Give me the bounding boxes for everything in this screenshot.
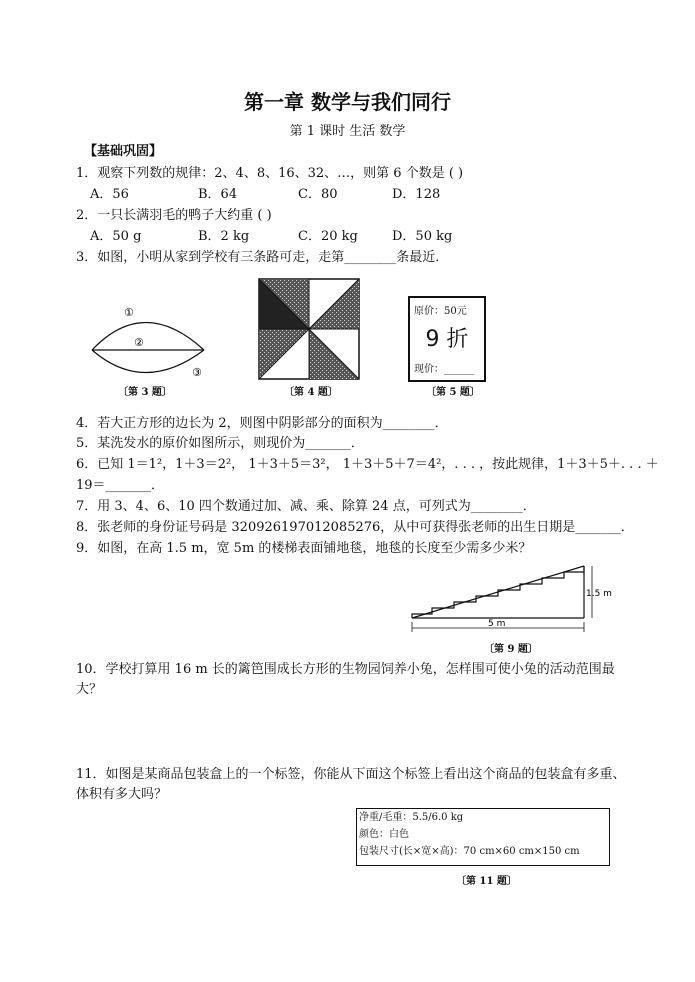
q2-option-c: C．20 kg (298, 229, 358, 244)
q1-option-a: A．56 (90, 187, 129, 202)
question-10: 10．学校打算用 16 m 长的篱笆围成长方形的生物园饲养小兔，怎样围可使小兔的活动范围最大？ (76, 662, 615, 697)
fig5-current-price: 现价：______ (414, 364, 474, 375)
fig9-caption: 〔第 9 题〕 (484, 644, 538, 655)
fig11-row-size: 包装尺寸(长×宽×高)：70 cm×60 cm×150 cm (359, 846, 580, 857)
question-5: 5．某洗发水的原价如图所示，则现价为_______． (76, 436, 364, 451)
lesson-title: 第 1 课时 生活 数学 (289, 124, 406, 139)
fig3-label-3: ③ (192, 366, 202, 379)
fig9-height-label: 1.5 m (586, 589, 612, 599)
question-1: 1．观察下列数的规律：2、4、8、16、32、…，则第 6 个数是 ( ) (76, 166, 464, 181)
question-3: 3．如图，小明从家到学校有三条路可走，走第________条最近． (76, 250, 449, 265)
q1-option-b: B．64 (198, 187, 238, 202)
fig3-caption: 〔第 3 题〕 (118, 387, 172, 398)
chapter-title: 第一章 数学与我们同行 (244, 90, 451, 114)
fig11-row-color: 颜色：白色 (359, 829, 409, 840)
q2-option-d: D．50 kg (392, 229, 453, 244)
question-11: 11．如图是某商品包装盒上的一个标签，你能从下面这个标签上看出这个商品的包装盒有多重、体积有多大吗？ (76, 767, 626, 802)
fig11-row-weight: 净重/毛重：5.5/6.0 kg (359, 812, 464, 823)
q2-option-b: B．2 kg (198, 229, 250, 244)
figure-11-label (356, 808, 610, 866)
section-title: 【基础巩固】 (84, 144, 163, 159)
figure-5-price-tag (408, 296, 486, 382)
figure-9-stairs (408, 558, 618, 640)
question-4: 4．若大正方形的边长为 2，则图中阴影部分的面积为________． (76, 416, 448, 431)
fig3-label-2: ② (134, 336, 144, 349)
question-9: 9．如图，在高 1.5 m，宽 5m 的楼梯表面铺地毯，地毯的长度至少需多少米？ (76, 541, 532, 556)
q1-option-d: D．128 (392, 187, 441, 202)
fig5-discount: 9 折 (425, 327, 469, 352)
question-8: 8．张老师的身份证号码是 320926197012085276，从中可获得张老师的出生日期是_______． (76, 520, 634, 535)
fig9-width-label: 5 m (488, 619, 506, 629)
fig5-original-price: 原价：50元 (414, 306, 467, 317)
question-6-line-1: 6．已知 1＝1²，1＋3＝2²， 1＋3＋5＝3²， 1＋3＋5＋7＝4²，. . . ，按此规律，1＋3＋5＋. . . ＋ (76, 457, 659, 472)
question-6-line-2: 19＝_______． (76, 478, 165, 493)
q1-option-c: C．80 (298, 187, 338, 202)
question-2: 2．一只长满羽毛的鸭子大约重 ( ) (76, 208, 272, 223)
fig11-caption: 〔第 11 题〕 (456, 876, 517, 887)
fig4-caption: 〔第 4 题〕 (284, 387, 338, 398)
q2-option-a: A．50 g (90, 229, 142, 244)
fig3-label-1: ① (124, 306, 134, 319)
figure-4-square (258, 278, 362, 382)
question-7: 7．用 3、4、6、10 四个数通过加、减、乘、除算 24 点，可列式为________． (76, 499, 536, 514)
fig5-caption: 〔第 5 题〕 (426, 387, 480, 398)
